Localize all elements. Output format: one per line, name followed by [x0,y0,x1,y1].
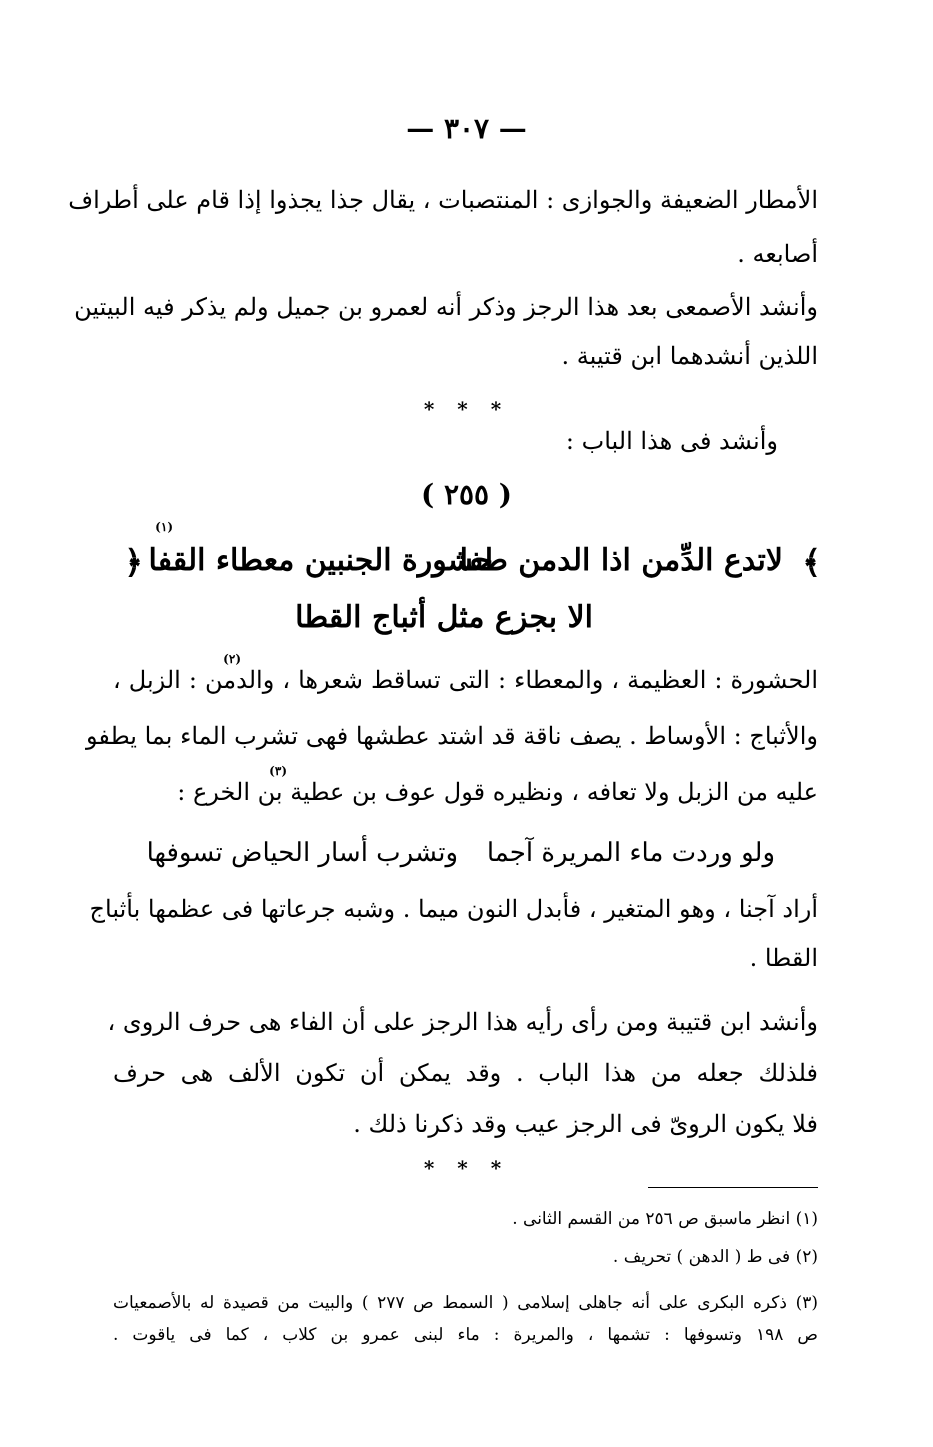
commentary-line: عليه من الزبل ولا تعافه ، ونظيره قول عوف بن عطية بن الخرع : [177,778,818,806]
verse-close-bracket: ﴾ [802,543,821,581]
paragraph-line: وأنشد ابن قتيبة ومن رأى رأيه هذا الرجز على أن الفاء هى حرف الروى ، [107,1008,818,1036]
commentary-line: والأثباج : الأوساط . يصف ناقة قد اشتد عطشها فهى تشرب الماء بما يطفو [86,722,818,750]
section-divider: * * * [423,1156,510,1180]
verse-hemistich: وتشرب أسار الحياض تسوفها [146,838,458,868]
footnote-marker: (١) [155,520,173,534]
footnote: (٣) ذكره البكرى على أنه جاهلى إسلامى ( السمط ص ٢٧٧ ) والبيت من قصيدة له بالأصمعيات [113,1293,818,1313]
paragraph-line: أصابعه . [737,240,818,268]
footnote: ص ١٩٨ وتسوفها : تشمها ، والمريرة : ماء لبنى عمرو بن كلاب ، كما فى ياقوت . [113,1325,818,1345]
paragraph-line: اللذين أنشدهما ابن قتيبة . [561,342,818,370]
footnote-marker: (٢) [223,652,241,666]
verse-hemistich: لاتدع الدِّمن اذا الدمن طفا [459,543,783,578]
verse-open-bracket: ﴿ [124,543,143,581]
paragraph-line: القطا . [749,944,818,972]
footnote-marker: (٣) [269,764,287,778]
poem-number: ( ٢٥٥ ) [420,478,513,511]
paragraph-line: الأمطار الضعيفة والجوازى : المنتصبات ، يقال جذا يجذوا إذا قام على أطراف [68,186,818,214]
verse-hemistich: حشورة الجنبين معطاء القفا [148,543,493,578]
footnote: (١) انظر ماسبق ص ٢٥٦ من القسم الثانى . [512,1209,818,1229]
commentary-line: الحشورة : العظيمة ، والمعطاء : التى تساقط شعرها ، والدمن : الزبل ، [113,666,818,694]
footnote-rule [648,1187,818,1188]
footnote: (٢) فى ط ( الدهن ) تحريف . [612,1247,818,1267]
paragraph-line: فلذلك جعله من هذا الباب . وقد يمكن أن تكون الألف هى حرف [113,1059,818,1087]
page-number: — ٣٠٧ — [406,112,527,145]
paragraph-line: أراد آجنا ، وهو المتغير ، فأبدل النون ميما . وشبه جرعاتها فى عظمها بأثباج [89,895,818,923]
paragraph-line: وأنشد فى هذا الباب : [565,427,778,455]
verse-hemistich: الا بجزع مثل أثباج القطا [295,600,593,635]
verse-hemistich: ولو وردت ماء المريرة آجما [486,838,775,868]
paragraph-line: فلا يكون الروىّ فى الرجز عيب وقد ذكرنا ذلك . [353,1110,818,1138]
section-divider: * * * [423,397,510,421]
paragraph-line: وأنشد الأصمعى بعد هذا الرجز وذكر أنه لعمرو بن جميل ولم يذكر فيه البيتين [74,293,818,321]
